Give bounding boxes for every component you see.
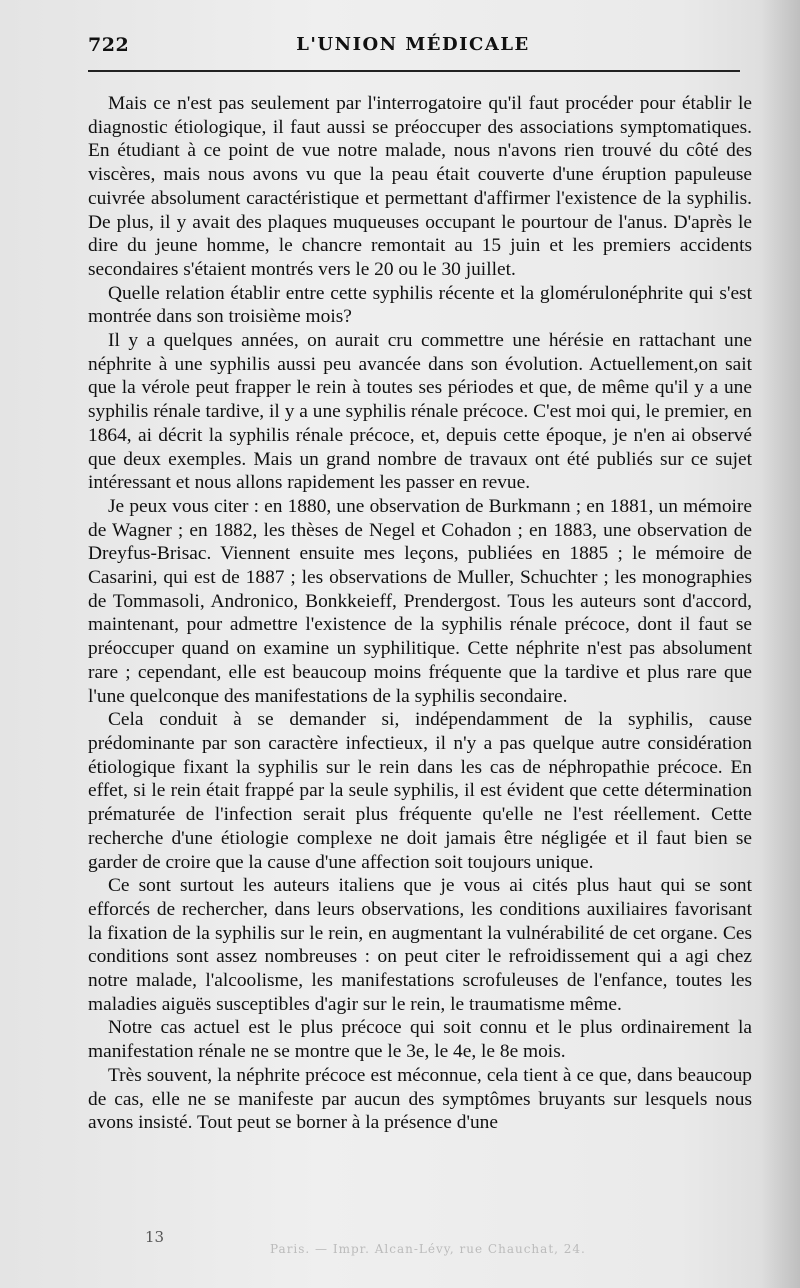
page-header — [88, 34, 738, 64]
signature-mark: 13 — [145, 1228, 165, 1246]
paragraph: Cela conduit à se demander si, indépendamment de la syphilis, cause prédominante par son caractère infectieux, il n'y a pas quelque autre considération étiologique fixant la syphilis sur le rein dans les cas de néphropathie précoce. En effet, si le rein était frappé par la seule syphilis, il est évident que cette détermination prématurée de l'infection serait plus fréquente qu'elle ne l'est réellement. Cette recherche d'une étiologie complexe ne doit jamais être négligée et il faut bien se garder de croire que la cause d'une affection soit toujours unique. — [88, 709, 752, 873]
paragraph: Quelle relation établir entre cette syphilis récente et la glomérulonéphrite qui s'est montrée dans son troisième mois? — [88, 282, 752, 328]
running-title: L'UNION MÉDICALE — [296, 34, 530, 55]
paragraph: Notre cas actuel est le plus précoce qui soit connu et le plus ordinairement la manifestation rénale ne se montre que le 3e, le 4e, le 8e mois. — [88, 1017, 752, 1063]
page-number: 722 — [88, 34, 130, 56]
body-text — [88, 92, 752, 1135]
paragraph: Ce sont surtout les auteurs italiens que je vous ai cités plus haut qui se sont efforcés de rechercher, dans leurs observations, les conditions auxiliaires favorisant la fixation de la syphilis sur le rein, en augmentant la vulnérabilité de cet organe. Ces conditions sont assez nombreuses : on peut citer le refroidissement qui a agi chez notre malade, l'alcoolisme, les manifestations scrofuleuses de l'enfance, toutes les maladies aiguës susceptibles d'agir sur le rein, le traumatisme même. — [88, 875, 752, 1015]
paragraph: Je peux vous citer : en 1880, une observation de Burkmann ; en 1881, un mémoire de Wagner ; en 1882, les thèses de Negel et Cohadon ; en 1883, une observation de Dreyfus-Brisac. Viennent ensuite mes leçons, publiées en 1885 ; le mémoire de Casarini, qui est de 1887 ; les observations de Muller, Schuchter ; les monographies de Tommasoli, Andronico, Bonkkeieff, Prendergost. Tous les auteurs sont d'accord, maintenant, pour admettre l'existence de la syphilis rénale précoce, dont il faut se préoccuper quand on examine un syphilitique. Cette néphrite n'est pas absolument rare ; cependant, elle est beaucoup moins fréquente que la tardive et plus rare que l'une quelconque des manifestations de la syphilis secondaire. — [88, 495, 752, 707]
paragraph: Il y a quelques années, on aurait cru commettre une hérésie en rattachant une néphrite à une syphilis aussi peu avancée dans son évolution. Actuellement,on sait que la vérole peut frapper le rein à toutes ses périodes et que, de même qu'il y a une syphilis rénale tardive, il y a une syphilis rénale précoce. C'est moi qui, le premier, en 1864, ai décrit la syphilis rénale précoce, et, depuis cette époque, je n'en ai observé que deux exemples. Mais un grand nombre de travaux ont été publiés sur ce sujet intéressant et nous allons rapidement les passer en revue. — [88, 330, 752, 494]
header-rule — [88, 70, 740, 72]
paragraph: Très souvent, la néphrite précoce est méconnue, cela tient à ce que, dans beaucoup de cas, elle ne se manifeste par aucun des symptômes bruyants sur lesquels nous avons insisté. Tout peut se borner à la présence d'une — [88, 1064, 752, 1134]
paragraph: Mais ce n'est pas seulement par l'interrogatoire qu'il faut procéder pour établir le diagnostic étiologique, il faut aussi se préoccuper des associations symptomatiques. En étudiant à ce point de vue notre malade, nous n'avons rien trouvé du côté des viscères, mais nous avons vu que la peau était couverte d'une éruption papuleuse cuivrée absolument caractéristique et permettant d'affirmer l'existence de la syphilis. De plus, il y avait des plaques muqueuses occupant le pourtour de l'anus. D'après le dire du jeune homme, le chancre remontait au 15 juin et les premiers accidents secondaires s'étaient montrés vers le 20 ou le 30 juillet. — [88, 93, 752, 280]
printer-imprint: Paris. — Impr. Alcan-Lévy, rue Chauchat, 24. — [270, 1242, 586, 1256]
page-edge-shadow — [760, 0, 800, 1288]
